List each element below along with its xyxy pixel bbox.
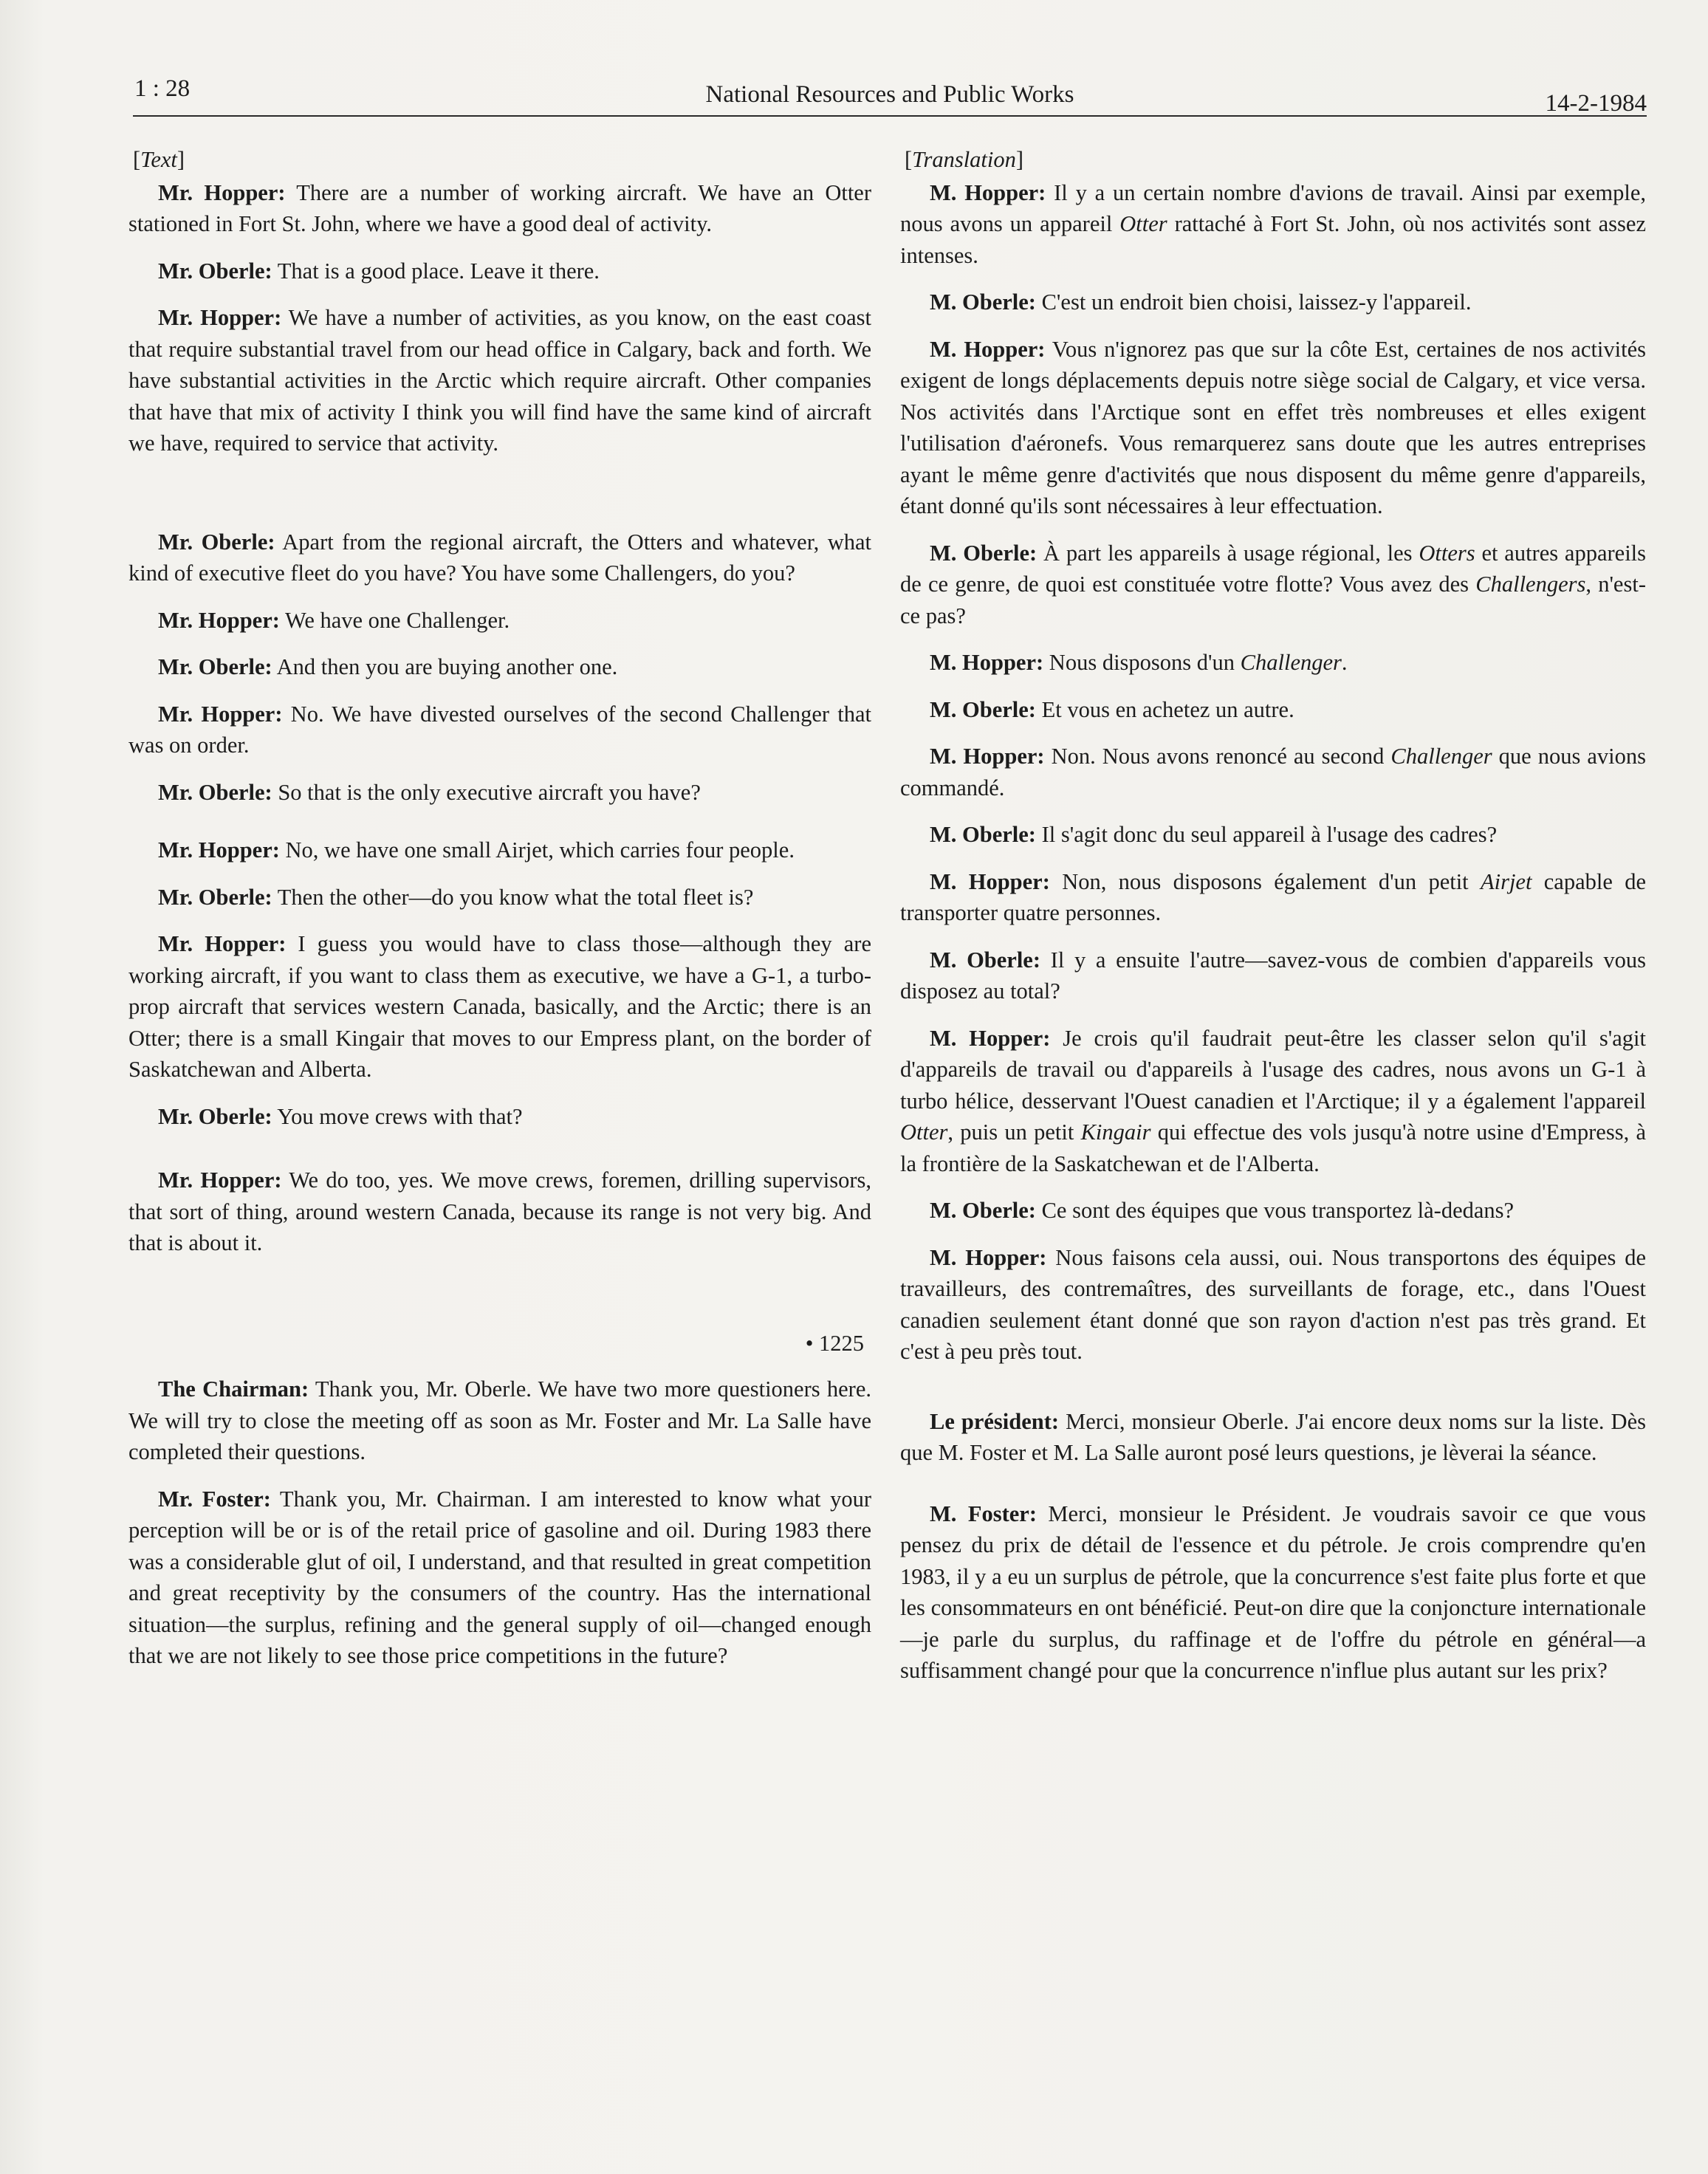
paragraph: Mr. Hopper: We have one Challenger. [158, 607, 510, 633]
column-label-text: [Text] [133, 147, 185, 172]
column-label-translation: [Translation] [905, 147, 1024, 172]
paragraph: M. Hopper: Nous faisons cela aussi, oui. Nous transportons des équipes de travailleurs, des contremaîtres, des surveillants de forage, etc., dans l'Ouest canadien seulement étant donné que son rayon d'action n'est pas très grand. Et c'est à peu près tout. [900, 1244, 1646, 1364]
paragraph: M. Oberle: Et vous en achetez un autre. [930, 696, 1294, 722]
paragraph: Mr. Oberle: So that is the only executive aircraft you have? [158, 779, 701, 805]
paragraph: M. Hopper: Non. Nous avons renoncé au second Challenger que nous avions commandé. [900, 744, 1646, 800]
page-number: 1 : 28 [134, 75, 191, 102]
paragraph: Mr. Hopper: I guess you would have to class those—although they are working aircraft, if you want to class them as executive, we have a G-1, a turbo-prop aircraft that services western Canada, basically, and the Arctic; there is an Otter; there is a small Kingair that moves to our Empress plant, on the border of Saskatchewan and Alberta. [128, 931, 871, 1082]
running-header [133, 74, 1647, 117]
paragraph: Mr. Hopper: No, we have one small Airjet, which carries four people. [158, 837, 795, 863]
paragraph: Mr. Hopper: There are a number of working aircraft. We have an Otter stationed in Fort St. John, where we have a good deal of activity. [128, 179, 872, 236]
paragraph: M. Hopper: Nous disposons d'un Challenger. [930, 650, 1348, 675]
english-column [128, 144, 871, 1687]
paragraph: M. Oberle: C'est un endroit bien choisi, laissez-y l'appareil. [930, 289, 1472, 315]
paragraph: The Chairman: Thank you, Mr. Oberle. We have two more questioners here. We will try to close the meeting off as soon as Mr. Foster and Mr. La Salle have completed their questions. [128, 1376, 871, 1464]
paragraph: Mr. Oberle: Then the other—do you know what the total fleet is? [158, 884, 754, 910]
paragraph: M. Oberle: Ce sont des équipes que vous transportez là-dedans? [930, 1198, 1515, 1223]
paragraph: Mr. Oberle: And then you are buying another one. [158, 654, 618, 679]
paragraph: M. Oberle: Il s'agit donc du seul appareil à l'usage des cadres? [930, 822, 1498, 847]
paragraph: Mr. Hopper: No. We have divested ourselves of the second Challenger that was on order. [128, 701, 871, 758]
paragraph: M. Oberle: Il y a ensuite l'autre—savez-vous de combien d'appareils vous disposez au total? [900, 947, 1646, 1004]
publication-title: National Resources and Public Works [705, 81, 1074, 108]
paragraph: Mr. Hopper: We have a number of activities, as you know, on the east coast that require substantial travel from our head office in Calgary, back and forth. We have substantial activities in the Arctic which require aircraft. Other companies that have that mix of activity I think you will find have the same kind of aircraft we have, required to service that activity. [128, 305, 871, 456]
paragraph: M. Oberle: À part les appareils à usage régional, les Otters et autres appareils de ce genre, de quoi est constituée votre flotte? Vous avez des Challengers, n'est-ce pas? [900, 540, 1647, 628]
paragraph: Mr. Foster: Thank you, Mr. Chairman. I am interested to know what your perception will be or is of the retail price of gasoline and oil. During 1983 there was a considerable glut of oil, I understand, and that resulted in great competition and great receptivity by the consumers of the country. Has the international situation—the surplus, refining and the general supply of oil—changed enough that we are not likely to see those price competitions in the future? [128, 1486, 871, 1668]
paragraph: M. Hopper: Vous n'ignorez pas que sur la côte Est, certaines de nos activités exigent de longs déplacements depuis notre siège social de Calgary, et vice versa. Nos activités dans l'Arctique sont en effet très nombreuses et elles exigent l'utilisation d'aéronefs. Vous remarquerez sans doute que les autres entreprises ayant le même genre d'activités que nous disposent du même genre d'appareils, étant donné qu'ils sont nécessaires à leur effectuation. [900, 336, 1646, 518]
paragraph: Mr. Oberle: Apart from the regional aircraft, the Otters and whatever, what kind of executive fleet do you have? You have some Challengers, do you? [128, 529, 871, 586]
paragraph: Mr. Oberle: That is a good place. Leave it there. [158, 258, 600, 284]
paragraph: M. Hopper: Je crois qu'il faudrait peut-être les classer selon qu'il s'agit d'appareils de travail ou d'appareils à l'usage des cadres, nous avons un G-1 à turbo hélice, desservant l'Ouest canadien et l'Arctique; il y a également l'appareil Otter, puis un petit Kingair qui effectue des vols jusqu'à notre usine d'Empress, à la frontière de la Saskatchewan et de l'Alberta. [900, 1025, 1646, 1176]
paragraph: M. Foster: Merci, monsieur le Président. Je voudrais savoir ce que vous pensez du prix de détail de l'essence et du pétrole. Je crois comprendre qu'en 1983, il y a eu un surplus de pétrole, que la concurrence s'est faite plus forte et que les consommateurs en ont bénéficié. Peut-on dire que la conjoncture internationale—je parle du surplus, du raffinage et de l'offre du pétrole en général—a suffisamment changé pour que la concurrence n'influe plus autant sur les prix? [900, 1501, 1646, 1683]
paragraph: M. Hopper: Il y a un certain nombre d'avions de travail. Ainsi par exemple, nous avons un appareil Otter rattaché à Fort St. John, où nos activités sont assez intenses. [900, 179, 1646, 268]
paragraph: Mr. Hopper: We do too, yes. We move crews, foremen, drilling supervisors, that sort of thing, around western Canada, because its range is not very big. And that is about it. [128, 1167, 871, 1255]
issue-date: 14-2-1984 [1545, 90, 1647, 117]
time-stamp: • 1225 [805, 1330, 864, 1356]
paragraph: Le président: Merci, monsieur Oberle. J'ai encore deux noms sur la liste. Dès que M. Foster et M. La Salle auront posé leurs questions, je lèverai la séance. [900, 1408, 1646, 1465]
paragraph: Mr. Oberle: You move crews with that? [158, 1103, 523, 1129]
paragraph: M. Hopper: Non, nous disposons également d'un petit Airjet capable de transporter quatre personnes. [900, 868, 1646, 925]
french-column [900, 144, 1646, 1702]
